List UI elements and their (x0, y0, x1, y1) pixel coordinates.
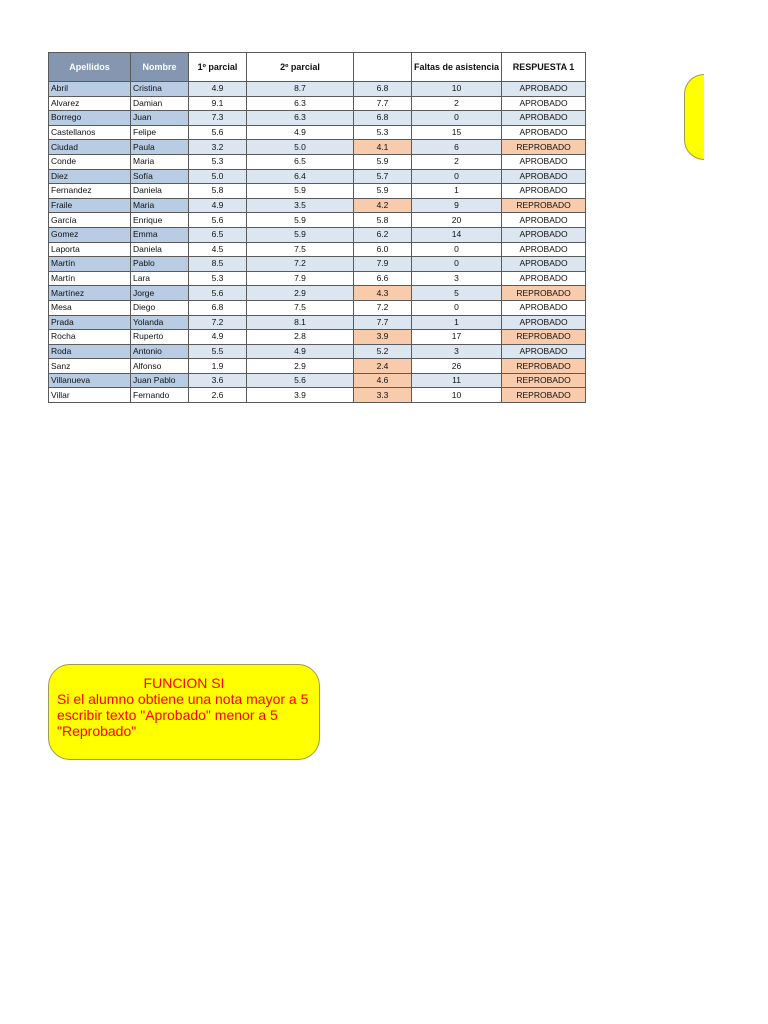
cell-parcial-1[interactable]: 4.5 (189, 242, 247, 257)
cell-apellido[interactable]: Ciudad (49, 140, 131, 155)
table-row (49, 271, 586, 286)
cell-promedio[interactable]: 4.2 (354, 198, 412, 213)
cell-respuesta[interactable]: APROBADO (502, 257, 586, 272)
cell-apellido[interactable]: Martínez (49, 286, 131, 301)
table-row (49, 373, 586, 388)
cell-respuesta[interactable]: REPROBADO (502, 388, 586, 403)
table-row (49, 257, 586, 272)
cell-apellido[interactable]: Alvarez (49, 96, 131, 111)
funcion-si-callout[interactable] (48, 664, 320, 760)
cell-apellido[interactable]: Abril (49, 82, 131, 97)
table-row (49, 227, 586, 242)
cell-apellido[interactable]: Martín (49, 271, 131, 286)
cell-promedio[interactable]: 4.1 (354, 140, 412, 155)
cell-nombre[interactable]: Pablo (131, 257, 189, 272)
cell-faltas[interactable]: 17 (412, 330, 502, 345)
cell-parcial-1[interactable]: 5.6 (189, 286, 247, 301)
cell-nombre[interactable]: Diego (131, 300, 189, 315)
cell-parcial-1[interactable]: 2.6 (189, 388, 247, 403)
cell-apellido[interactable]: García (49, 213, 131, 228)
cell-apellido[interactable]: Sanz (49, 359, 131, 374)
cell-faltas[interactable]: 11 (412, 373, 502, 388)
table-row (49, 82, 586, 97)
cell-faltas[interactable]: 26 (412, 359, 502, 374)
cell-parcial-2[interactable]: 5.0 (247, 140, 354, 155)
cell-respuesta[interactable]: APROBADO (502, 184, 586, 199)
cell-respuesta[interactable]: APROBADO (502, 82, 586, 97)
cell-apellido[interactable]: Conde (49, 154, 131, 169)
cell-apellido[interactable]: Roda (49, 344, 131, 359)
table-row (49, 286, 586, 301)
cell-apellido[interactable]: Martín (49, 257, 131, 272)
header-respuesta[interactable]: RESPUESTA 1 (502, 53, 586, 82)
cell-faltas[interactable]: 3 (412, 344, 502, 359)
header-parcial-2[interactable]: 2º parcial (247, 53, 354, 82)
header-parcial-1[interactable]: 1º parcial (189, 53, 247, 82)
cell-nombre[interactable]: Cristina (131, 82, 189, 97)
cell-respuesta[interactable]: REPROBADO (502, 373, 586, 388)
cell-parcial-2[interactable]: 3.5 (247, 198, 354, 213)
table-row (49, 125, 586, 140)
cell-nombre[interactable]: Paula (131, 140, 189, 155)
cell-parcial-2[interactable]: 6.5 (247, 154, 354, 169)
table-row (49, 169, 586, 184)
cell-promedio[interactable]: 7.2 (354, 300, 412, 315)
grades-table (48, 52, 586, 403)
cell-parcial-2[interactable]: 7.2 (247, 257, 354, 272)
table-row (49, 344, 586, 359)
header-nombre[interactable]: Nombre (131, 53, 189, 82)
cell-promedio[interactable]: 2.4 (354, 359, 412, 374)
cell-parcial-1[interactable]: 5.3 (189, 154, 247, 169)
cell-parcial-2[interactable]: 7.5 (247, 242, 354, 257)
cell-faltas[interactable]: 0 (412, 300, 502, 315)
cell-faltas[interactable]: 3 (412, 271, 502, 286)
table-row (49, 330, 586, 345)
cell-nombre[interactable]: Sofía (131, 169, 189, 184)
cell-parcial-2[interactable]: 5.6 (247, 373, 354, 388)
cell-faltas[interactable]: 10 (412, 82, 502, 97)
cell-promedio[interactable]: 5.9 (354, 154, 412, 169)
cell-parcial-1[interactable]: 4.9 (189, 330, 247, 345)
cell-promedio[interactable]: 7.7 (354, 96, 412, 111)
cell-nombre[interactable]: Daniela (131, 184, 189, 199)
cell-parcial-2[interactable]: 2.9 (247, 359, 354, 374)
cell-parcial-2[interactable]: 6.3 (247, 111, 354, 126)
cell-parcial-1[interactable]: 7.3 (189, 111, 247, 126)
cell-promedio[interactable]: 5.8 (354, 213, 412, 228)
cell-respuesta[interactable]: APROBADO (502, 227, 586, 242)
cell-parcial-2[interactable]: 7.9 (247, 271, 354, 286)
table-row (49, 154, 586, 169)
header-apellidos[interactable]: Apellidos (49, 53, 131, 82)
cell-respuesta[interactable]: APROBADO (502, 271, 586, 286)
cell-respuesta[interactable]: APROBADO (502, 242, 586, 257)
cell-promedio[interactable]: 6.8 (354, 111, 412, 126)
cell-faltas[interactable]: 6 (412, 140, 502, 155)
cell-parcial-1[interactable]: 9.1 (189, 96, 247, 111)
cell-parcial-2[interactable]: 3.9 (247, 388, 354, 403)
cell-faltas[interactable]: 15 (412, 125, 502, 140)
cell-nombre[interactable]: Juan (131, 111, 189, 126)
cell-respuesta[interactable]: APROBADO (502, 315, 586, 330)
cell-promedio[interactable]: 4.6 (354, 373, 412, 388)
cell-respuesta[interactable]: APROBADO (502, 213, 586, 228)
cell-parcial-2[interactable]: 2.8 (247, 330, 354, 345)
cell-apellido[interactable]: Villar (49, 388, 131, 403)
table-row (49, 315, 586, 330)
cell-nombre[interactable]: Maria (131, 198, 189, 213)
cell-promedio[interactable]: 4.3 (354, 286, 412, 301)
cell-faltas[interactable]: 20 (412, 213, 502, 228)
cell-nombre[interactable]: Felipe (131, 125, 189, 140)
cell-faltas[interactable]: 2 (412, 96, 502, 111)
cell-faltas[interactable]: 0 (412, 257, 502, 272)
callout-title: FUNCION SI (143, 675, 225, 691)
cell-faltas[interactable]: 9 (412, 198, 502, 213)
cell-parcial-1[interactable]: 5.8 (189, 184, 247, 199)
cell-faltas[interactable]: 10 (412, 388, 502, 403)
cell-respuesta[interactable]: APROBADO (502, 111, 586, 126)
cell-apellido[interactable]: Fraile (49, 198, 131, 213)
table-row (49, 213, 586, 228)
cell-apellido[interactable]: Rocha (49, 330, 131, 345)
cell-apellido[interactable]: Borrego (49, 111, 131, 126)
cell-faltas[interactable]: 1 (412, 315, 502, 330)
cell-parcial-2[interactable]: 7.5 (247, 300, 354, 315)
table-row (49, 111, 586, 126)
cell-apellido[interactable]: Villanueva (49, 373, 131, 388)
cell-respuesta[interactable]: APROBADO (502, 154, 586, 169)
cell-promedio[interactable]: 3.3 (354, 388, 412, 403)
cell-apellido[interactable]: Gomez (49, 227, 131, 242)
cell-parcial-2[interactable]: 4.9 (247, 344, 354, 359)
cell-faltas[interactable]: 0 (412, 169, 502, 184)
table-body (49, 82, 586, 403)
cell-parcial-1[interactable]: 5.6 (189, 213, 247, 228)
cell-nombre[interactable]: Ruperto (131, 330, 189, 345)
cell-promedio[interactable]: 7.7 (354, 315, 412, 330)
cell-respuesta[interactable]: REPROBADO (502, 140, 586, 155)
cell-promedio[interactable]: 5.3 (354, 125, 412, 140)
cell-parcial-2[interactable]: 6.4 (247, 169, 354, 184)
cell-respuesta[interactable]: REPROBADO (502, 286, 586, 301)
cell-promedio[interactable]: 6.0 (354, 242, 412, 257)
cell-faltas[interactable]: 5 (412, 286, 502, 301)
cell-parcial-1[interactable]: 5.6 (189, 125, 247, 140)
cell-parcial-1[interactable]: 7.2 (189, 315, 247, 330)
cell-promedio[interactable]: 5.7 (354, 169, 412, 184)
cell-respuesta[interactable]: REPROBADO (502, 359, 586, 374)
cell-faltas[interactable]: 14 (412, 227, 502, 242)
header-promedio[interactable] (354, 53, 412, 82)
cell-apellido[interactable]: Laporta (49, 242, 131, 257)
cell-parcial-1[interactable]: 4.9 (189, 198, 247, 213)
cell-promedio[interactable]: 5.2 (354, 344, 412, 359)
cell-promedio[interactable]: 5.9 (354, 184, 412, 199)
cell-respuesta[interactable]: APROBADO (502, 96, 586, 111)
cell-apellido[interactable]: Castellanos (49, 125, 131, 140)
cell-parcial-2[interactable]: 8.7 (247, 82, 354, 97)
cell-nombre[interactable]: Enrique (131, 213, 189, 228)
cell-faltas[interactable]: 0 (412, 242, 502, 257)
cell-respuesta[interactable]: APROBADO (502, 125, 586, 140)
cell-nombre[interactable]: Daniela (131, 242, 189, 257)
cell-parcial-1[interactable]: 4.9 (189, 82, 247, 97)
cell-respuesta[interactable]: APROBADO (502, 300, 586, 315)
cell-respuesta[interactable]: REPROBADO (502, 198, 586, 213)
offscreen-callout[interactable] (684, 74, 704, 160)
cell-parcial-2[interactable]: 5.9 (247, 213, 354, 228)
cell-parcial-2[interactable]: 5.9 (247, 227, 354, 242)
header-row (49, 53, 586, 82)
cell-promedio[interactable]: 3.9 (354, 330, 412, 345)
cell-parcial-1[interactable]: 8.5 (189, 257, 247, 272)
cell-apellido[interactable]: Prada (49, 315, 131, 330)
cell-parcial-2[interactable]: 2.9 (247, 286, 354, 301)
cell-nombre[interactable]: Alfonso (131, 359, 189, 374)
cell-respuesta[interactable]: APROBADO (502, 344, 586, 359)
cell-nombre[interactable]: Juan Pablo (131, 373, 189, 388)
cell-parcial-2[interactable]: 6.3 (247, 96, 354, 111)
header-faltas[interactable]: Faltas de asistencia (412, 53, 502, 82)
cell-parcial-1[interactable]: 3.6 (189, 373, 247, 388)
cell-parcial-1[interactable]: 1.9 (189, 359, 247, 374)
cell-parcial-1[interactable]: 3.2 (189, 140, 247, 155)
cell-parcial-2[interactable]: 5.9 (247, 184, 354, 199)
cell-promedio[interactable]: 6.6 (354, 271, 412, 286)
cell-parcial-2[interactable]: 4.9 (247, 125, 354, 140)
cell-promedio[interactable]: 6.8 (354, 82, 412, 97)
cell-parcial-1[interactable]: 5.5 (189, 344, 247, 359)
table-row (49, 96, 586, 111)
cell-nombre[interactable]: Jorge (131, 286, 189, 301)
table-row (49, 184, 586, 199)
table-row (49, 388, 586, 403)
cell-parcial-1[interactable]: 5.0 (189, 169, 247, 184)
table-row (49, 198, 586, 213)
cell-promedio[interactable]: 7.9 (354, 257, 412, 272)
cell-nombre[interactable]: Antonio (131, 344, 189, 359)
cell-nombre[interactable]: Fernando (131, 388, 189, 403)
table-row (49, 242, 586, 257)
cell-respuesta[interactable]: APROBADO (502, 169, 586, 184)
table-row (49, 359, 586, 374)
cell-faltas[interactable]: 1 (412, 184, 502, 199)
table-row (49, 140, 586, 155)
cell-nombre[interactable]: Damian (131, 96, 189, 111)
cell-apellido[interactable]: Fernandez (49, 184, 131, 199)
cell-nombre[interactable]: Yolanda (131, 315, 189, 330)
cell-nombre[interactable]: Lara (131, 271, 189, 286)
cell-apellido[interactable]: Mesa (49, 300, 131, 315)
cell-apellido[interactable]: Diez (49, 169, 131, 184)
cell-promedio[interactable]: 6.2 (354, 227, 412, 242)
cell-parcial-1[interactable]: 6.5 (189, 227, 247, 242)
cell-nombre[interactable]: Emma (131, 227, 189, 242)
cell-parcial-2[interactable]: 8.1 (247, 315, 354, 330)
cell-nombre[interactable]: Maria (131, 154, 189, 169)
callout-body: Si el alumno obtiene una nota mayor a 5 escribir texto "Aprobado" menor a 5 "Reprobado" (57, 691, 309, 739)
cell-faltas[interactable]: 2 (412, 154, 502, 169)
cell-parcial-1[interactable]: 5.3 (189, 271, 247, 286)
cell-respuesta[interactable]: REPROBADO (502, 330, 586, 345)
cell-parcial-1[interactable]: 6.8 (189, 300, 247, 315)
cell-faltas[interactable]: 0 (412, 111, 502, 126)
table-row (49, 300, 586, 315)
